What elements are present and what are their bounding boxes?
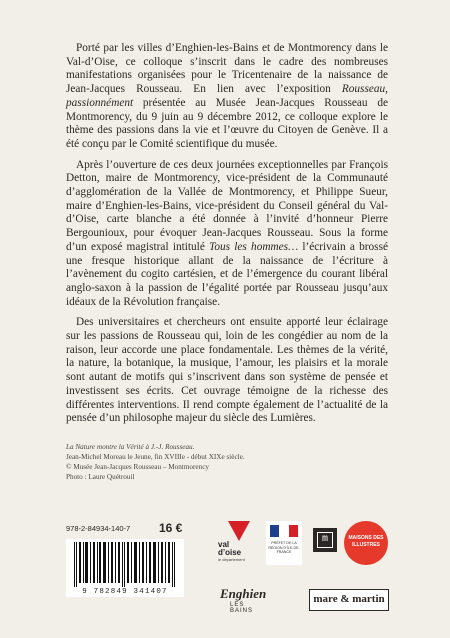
barcode [66,539,184,597]
paragraph-1 [66,42,388,152]
paragraph-2-text-a: Après l’ouverture de ces deux journées exceptionnelles par François Detton, maire de Montmorency, vice-président de la Communauté d’agglomération de la Vallée de Montmorency, et Philippe Sueur, maire d’Enghien-les-Bains, vice-président du Conseil général du Val-d’Oise, carte blanche a été donnée à l’invité d’honneur Pierre Bergounioux, pour évoquer Jean-Jacques Rousseau. Sous la forme d’un exposé magistral intitulé [66,158,388,253]
val-doise-subtitle: le département [218,557,245,562]
maisons-des-illustres-logo [344,521,388,565]
exhibition-title: Rousseau, passionnément [66,83,388,109]
blurb-text [66,42,388,433]
enghien-logo [220,586,267,616]
paragraph-3-text: Des universitaires et chercheurs ont ensuite apporté leur éclairage sur les passions de Rousseau qui, loin de les congédier au nom de la raison, leur accorde une place fondamentale. Les thèmes de la vérité, la nature, la botanique, la musique, l’amour, les plaisirs et la morale sont autant de motifs qui s’inscrivent dans son système de pensée et investissent ses écrits. Cet ouvrage témoigne de la richesse des différentes interventions. Il rend compte également de l’actualité de la pensée d’un philosophe majeur du siècle des Lumières. [66,316,388,425]
lecture-title: Tous les hommes… [209,240,299,253]
enghien-name: Enghien [220,586,267,601]
prefet-text: PRÉFET DE LA RÉGION D’ÎLE-DE-FRANCE [268,541,300,555]
enghien-subtitle: LES BAINS [230,602,254,614]
image-credit [66,442,296,482]
maisons-text: MAISONS DES ILLUSTRES [348,535,384,548]
val-doise-v-icon [228,521,250,541]
paragraph-2 [66,159,388,310]
paragraph-1-text-a: Porté par les villes d’Enghien-les-Bains et de Montmorency dans le Val-d’Oise, ce colloque s’inscrit dans le cadre des nombreuses manifestations organisées pour le Tricentenaire de la naissance de Jean-Jacques Rousseau. En lien avec l’exposition [66,42,388,96]
barcode-digits: 9 782849 341407 [82,588,168,596]
credit-copyright: © Musée Jean-Jacques Rousseau – Montmorency [66,463,209,471]
paragraph-2-text-b: l’écrivain a brossé une fresque historique allant de la naissance de l’écriture à l’avènement du cogito cartésien, et de l’émergence du courant libéral anglo-saxon à la passion de l’égalité portée par Rousseau jusqu’aux idéaux de la Révolution française. [66,240,388,308]
musee-mark: m [317,532,333,548]
credit-title: La Nature montre la Vérité à J.-J. Rousseau. [66,443,195,451]
credit-artist: Jean-Michel Moreau le Jeune, fin XVIIIe - début XIXe siècle. [66,453,245,461]
val-doise-name: val d’oise [218,540,242,557]
barcode-bars [72,542,178,587]
val-doise-logo [218,521,254,563]
paragraph-3 [66,316,388,426]
publisher-name: mare & martin [313,593,385,605]
price: 16 € [159,521,183,535]
publisher-logo [309,589,389,611]
isbn-price-row [66,521,186,537]
paragraph-1-text-b: présentée au Musée Jean-Jacques Rousseau de Montmorency, du 9 juin au 9 décembre 2012, ce colloque explore le thème des passions dans la vie et l’œuvre du Citoyen de Genève. Il a été conçu par le Comité scientifique du musée. [66,96,388,150]
prefet-logo [266,521,302,565]
credit-photo: Photo : Laure Quétrouil [66,473,135,481]
musee-logo [313,528,337,552]
isbn: 978-2-84934-140-7 [66,524,131,533]
french-flag-icon [270,524,298,536]
